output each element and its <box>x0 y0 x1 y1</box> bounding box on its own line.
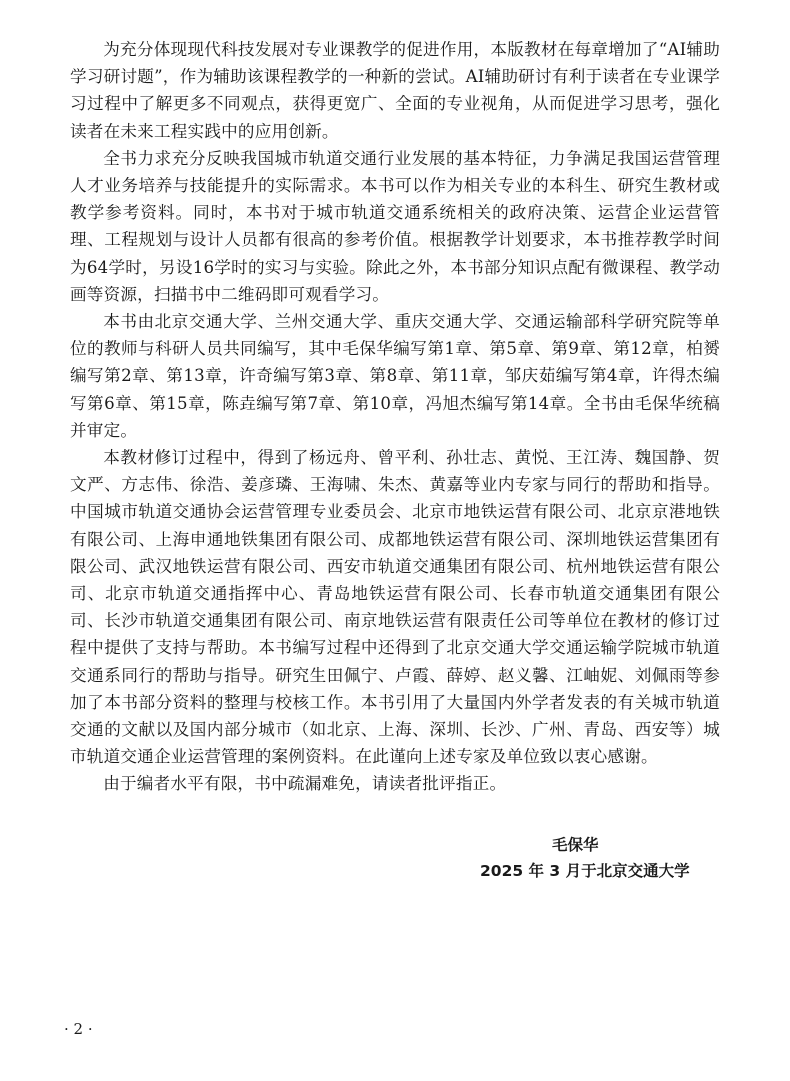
paragraph-acknowledgements: 本教材修订过程中，得到了杨远舟、曾平利、孙壮志、黄悦、王江涛、魏国静、贺文严、方志伟、徐浩、姜彦璘、王海啸、朱杰、黄嘉等业内专家与同行的帮助和指导。中国城市轨道交通协会运营管理专业委员会、北京市地铁运营有限公司、北京京港地铁有限公司、上海申通地铁集团有限公司、成都地铁运营有限公司、深圳地铁运营集团有限公司、武汉地铁运营有限公司、西安市轨道交通集团有限公司、杭州地铁运营有限公司、北京市轨道交通指挥中心、青岛地铁运营有限公司、长春市轨道交通集团有限公司、长沙市轨道交通集团有限公司、南京地铁运营有限责任公司等单位在教材的修订过程中提供了支持与帮助。本书编写过程中还得到了北京交通大学交通运输学院城市轨道交通系同行的帮助与指导。研究生田佩宁、卢霞、薛婷、赵义馨、江岫妮、刘佩雨等参加了本书部分资料的整理与校核工作。本书引用了大量国内外学者发表的有关城市轨道交通的文献以及国内部分城市（如北京、上海、深圳、长沙、广州、青岛、西安等）城市轨道交通企业运营管理的案例资料。在此谨向上述专家及单位致以衷心感谢。 <box>70 448 720 767</box>
page-number: · 2 · <box>64 1020 93 1038</box>
paragraph-book-scope: 全书力求充分反映我国城市轨道交通行业发展的基本特征，力争满足我国运营管理人才业务培养与技能提升的实际需求。本书可以作为相关专业的本科生、研究生教材或教学参考资料。同时，本书对于城市轨道交通系统相关的政府决策、运营企业运营管理、工程规划与设计人员都有很高的参考价值。根据教学计划要求，本书推荐教学时间为64学时，另设16学时的实习与实验。除此之外，本书部分知识点配有微课程、教学动画等资源，扫描书中二维码即可观看学习。 <box>70 148 720 304</box>
paragraph-ai-tools: 为充分体现现代科技发展对专业课教学的促进作用，本版教材在每章增加了“AI辅助学习研讨题”，作为辅助该课程教学的一种新的尝试。AI辅助研讨有利于读者在专业课学习过程中了解更多不同观点，获得更宽广、全面的专业视角，从而促进学习思考，强化读者在未来工程实践中的应用创新。 <box>70 40 720 141</box>
signature-date: 2025 年 3 月于北京交通大学 <box>480 862 690 880</box>
paragraph-closing: 由于编者水平有限，书中疏漏难免，请读者批评指正。 <box>103 774 507 794</box>
paragraph-authors: 本书由北京交通大学、兰州交通大学、重庆交通大学、交通运输部科学研究院等单位的教师与科研人员共同编写，其中毛保华编写第1章、第5章、第9章、第12章，柏赟编写第2章、第13章，许奇编写第3章、第8章、第11章，邹庆茹编写第4章，许得杰编写第6章、第15章，陈垚编写第7章、第10章，冯旭杰编写第14章。全书由毛保华统稿并审定。 <box>70 312 720 440</box>
preface-body <box>70 36 720 798</box>
signature-author: 毛保华 <box>552 836 599 854</box>
